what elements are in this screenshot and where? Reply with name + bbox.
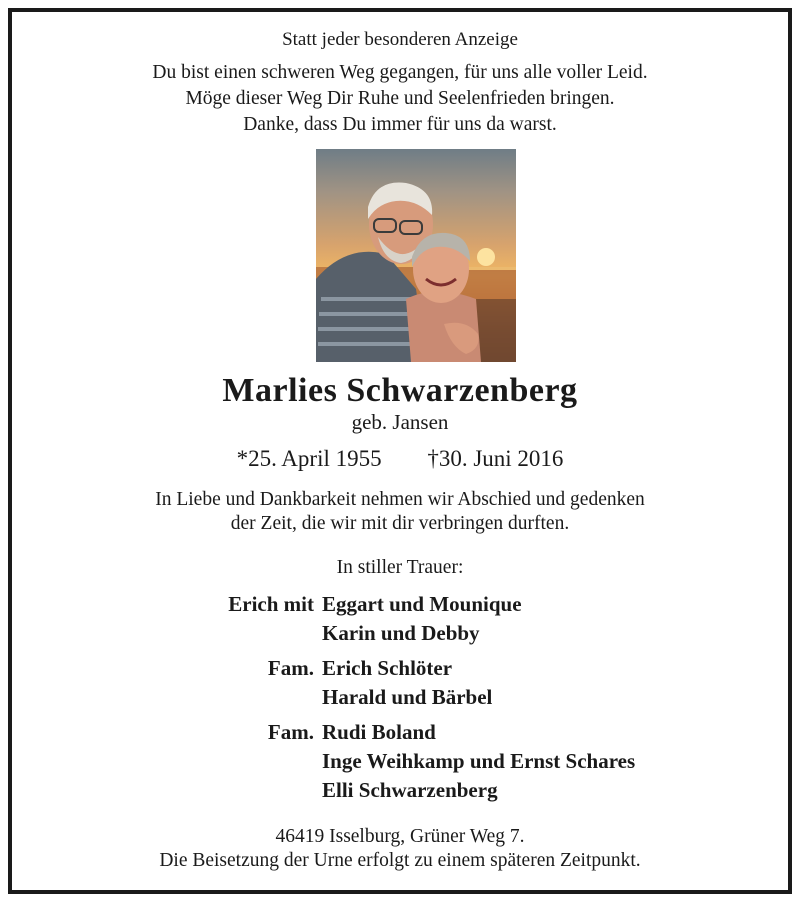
maiden-name: geb. Jansen [351,410,449,434]
life-dates [0,446,800,472]
mourner-line: Eggart und Mounique [322,592,522,616]
gratitude-line-1: In Liebe und Dankbarkeit nehmen wir Abschied und gedenken [155,489,645,510]
deceased-name: Marlies Schwarzenberg [222,372,578,409]
verse-line-3: Danke, dass Du immer für uns da warst. [243,114,557,135]
mourner-line: Rudi Boland [322,720,436,744]
mourner-line: Erich Schlöter [322,656,453,680]
mourner-line: Inge Weihkamp und Ernst Schares [322,749,636,773]
mourner-lead: Fam. [267,656,314,680]
gratitude-text [0,488,800,536]
mourning-label: In stiller Trauer: [336,557,464,578]
mourners-list [0,590,800,811]
mourner-line: Harald und Bärbel [322,685,493,709]
burial-note: Die Beisetzung der Urne erfolgt zu einem späteren Zeitpunkt. [159,850,641,871]
mourner-lead: Erich mit [228,592,314,616]
gratitude-line-2: der Zeit, die wir mit dir verbringen durften. [230,513,570,534]
birth-date: *25. April 1955 [236,446,382,471]
mourner-group-1 [0,590,800,648]
mourner-group-3 [0,718,800,805]
mourner-group-2 [0,654,800,712]
family-address: 46419 Isselburg, Grüner Weg 7. [275,826,525,847]
mourner-line: Elli Schwarzenberg [322,778,498,802]
mourner-line: Karin und Debby [322,621,480,645]
verse-line-2: Möge dieser Weg Dir Ruhe und Seelenfrieden bringen. [185,88,615,109]
verse-line-1: Du bist einen schweren Weg gegangen, für uns alle voller Leid. [152,62,648,83]
memorial-verse [0,60,800,138]
notice-intro: Statt jeder besonderen Anzeige [282,29,518,50]
death-date: †30. Juni 2016 [427,446,564,471]
mourner-lead: Fam. [267,720,314,744]
portrait-photo [316,149,516,362]
